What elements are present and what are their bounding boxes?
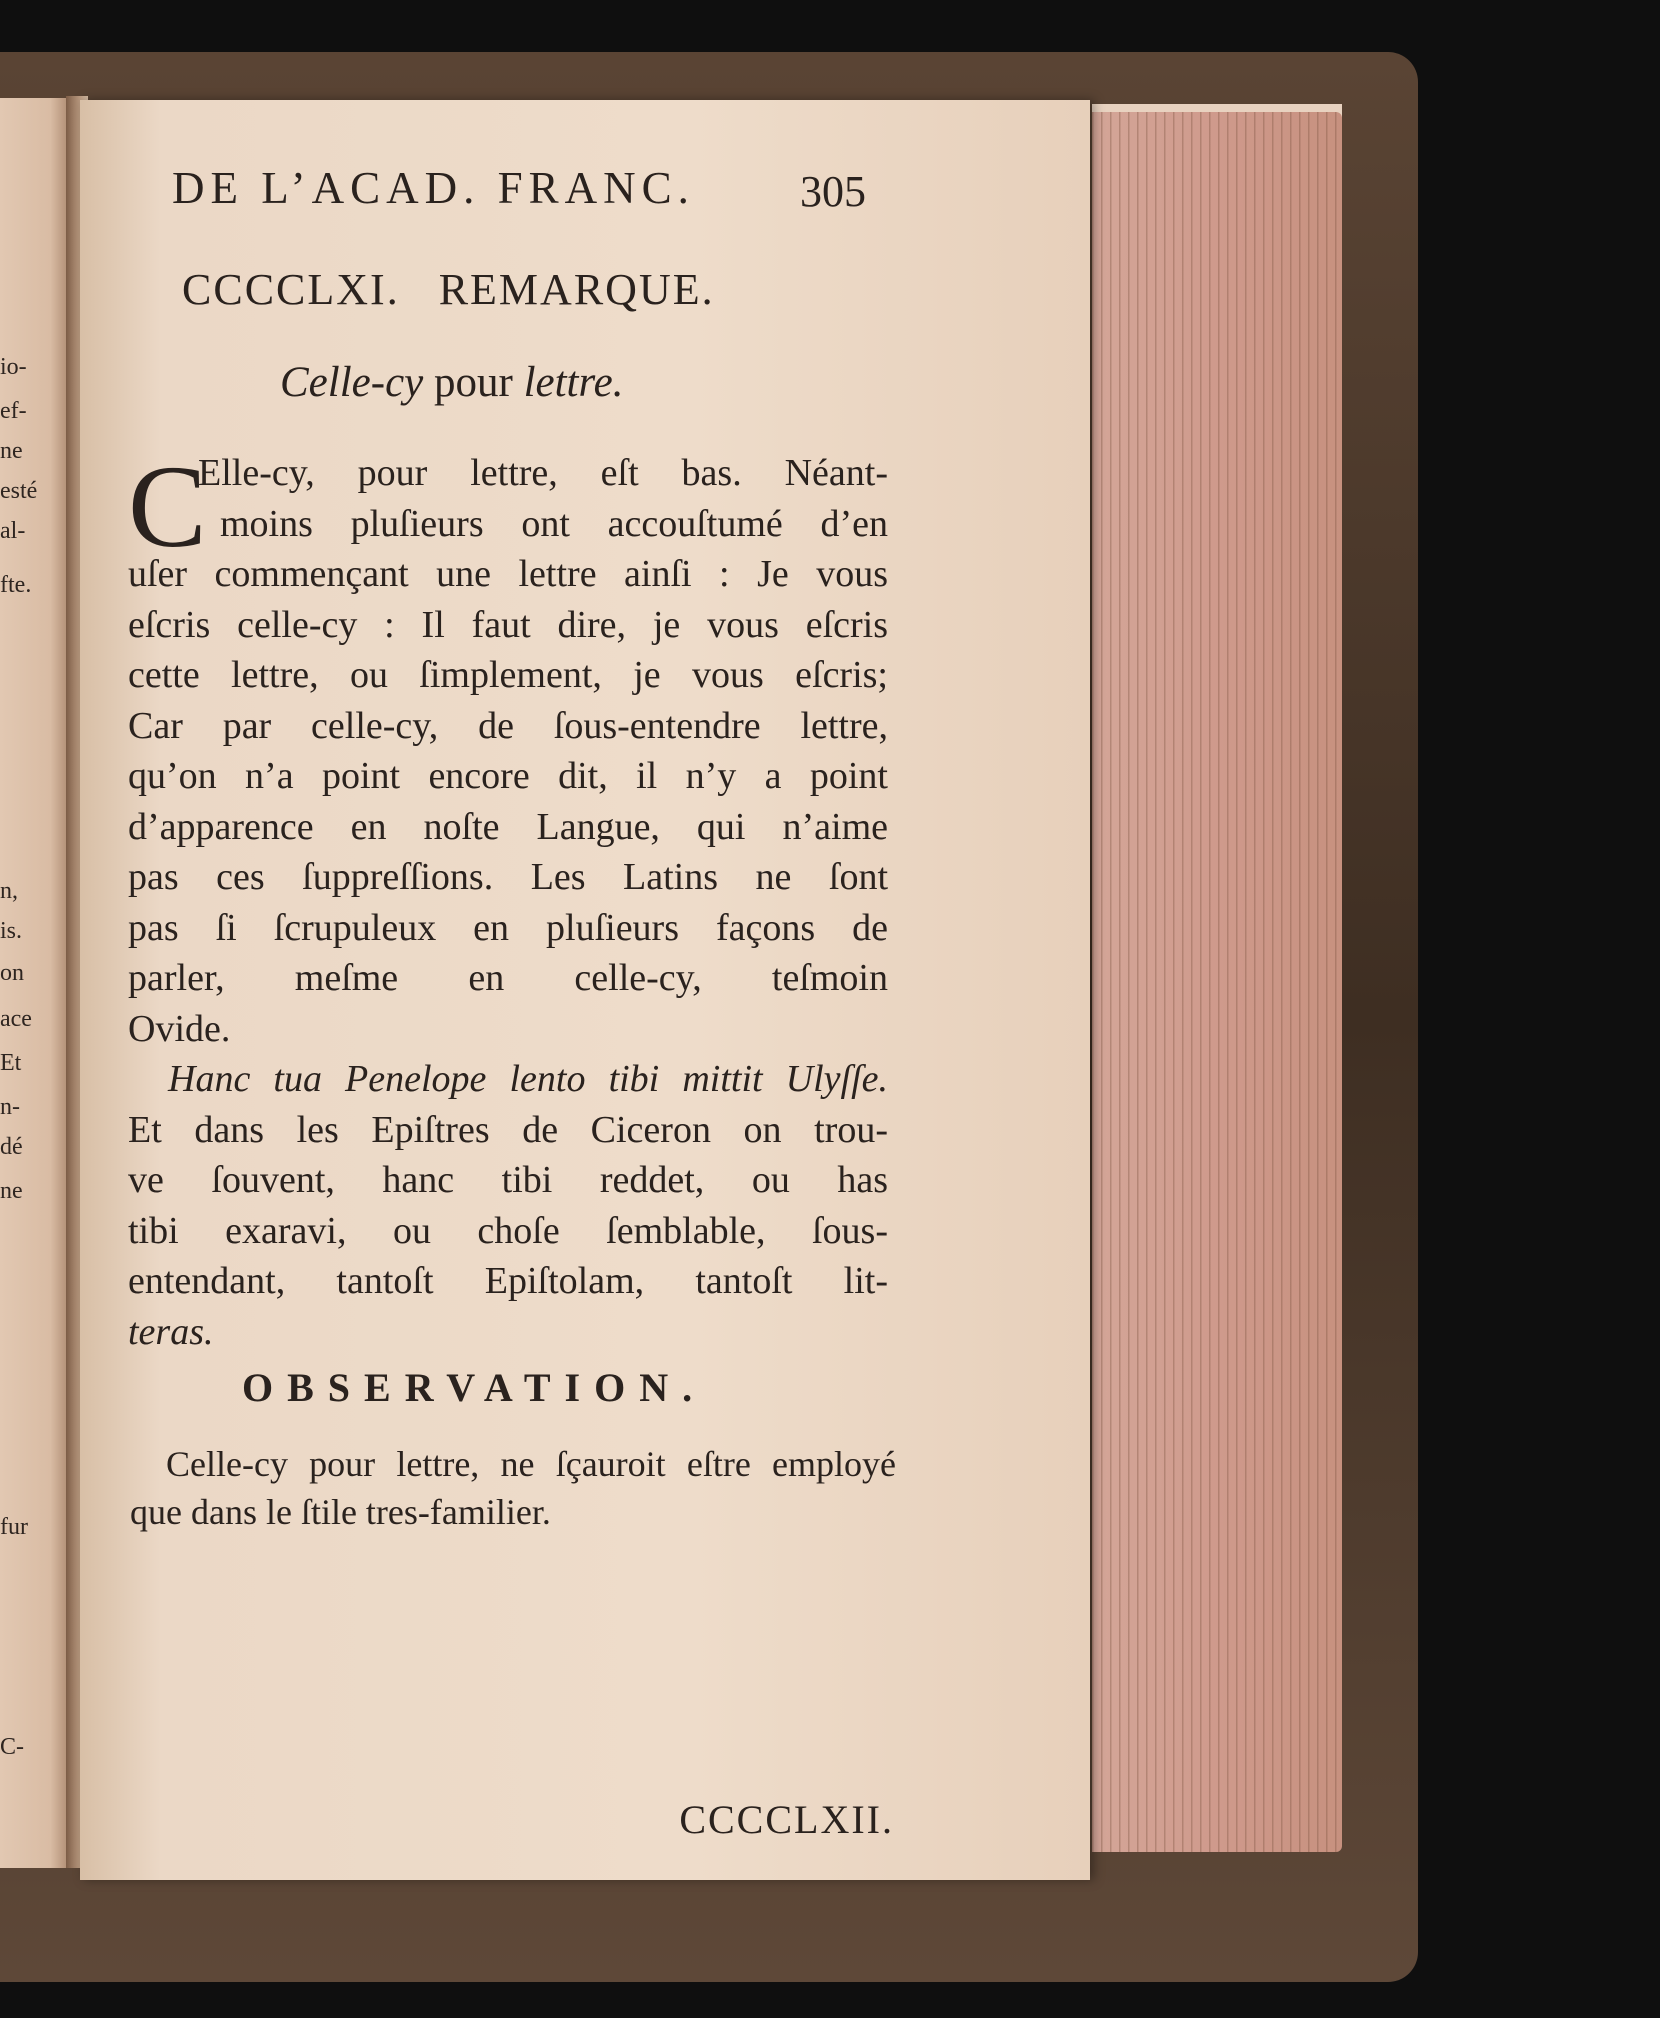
body-line: pas ces ſuppreſſions. Les Latins ne ſont — [128, 856, 888, 898]
remark-number: CCCCLXI. — [182, 265, 400, 314]
left-page-fragment: Et — [0, 1050, 22, 1076]
left-page-fragment: on — [0, 960, 24, 986]
body-line: uſer commençant une lettre ainſi : Je vous — [128, 553, 888, 595]
subtitle-plain: pour — [423, 359, 524, 406]
body-line: Elle-cy, pour lettre, eſt bas. Néant- — [198, 452, 888, 494]
body-line: d’apparence en noſte Langue, qui n’aime — [128, 805, 888, 848]
body-line: teras. — [128, 1310, 214, 1353]
left-page-fragment: esté — [0, 478, 38, 504]
observation-line: que dans le ſtile tres-familier. — [130, 1492, 551, 1532]
remark-title: REMARQUE. — [438, 265, 715, 314]
left-page-fragment: ef- — [0, 398, 27, 424]
remark-heading — [182, 264, 822, 315]
body-line: cette lettre, ou ſimplement, je vous eſcris; — [128, 654, 888, 696]
left-page-fragment: n- — [0, 1094, 20, 1120]
left-page-fragment: is. — [0, 918, 23, 944]
catchword: CCCCLXII. — [679, 1797, 894, 1842]
body-line: Ovide. — [128, 1007, 231, 1050]
body-line: Et dans les Epiſtres de Ciceron on trou- — [128, 1108, 888, 1151]
remark-subtitle — [280, 358, 800, 407]
left-page-fragment: io- — [0, 354, 27, 380]
left-page-fragment: n, — [0, 878, 18, 904]
page-edges — [1092, 112, 1342, 1852]
observation-body — [130, 1440, 896, 1536]
body-line: entendant, tantoſt Epiſtolam, tantoſt lit- — [128, 1260, 888, 1302]
body-line: qu’on n’a point encore dit, il n’y a point — [128, 755, 888, 797]
body-line: parler, meſme en celle-cy, teſmoin — [128, 957, 888, 999]
left-page-fragment: dé — [0, 1134, 23, 1160]
left-page-fragment: fur — [0, 1514, 28, 1540]
left-page — [0, 98, 72, 1868]
left-page-fragment: ne — [0, 1178, 23, 1204]
drop-cap: C — [128, 441, 207, 572]
body-line-quotation: Hanc tua Penelope lento tibi mittit Ulyſſe. — [168, 1058, 888, 1100]
remark-body — [128, 441, 888, 1357]
observation-heading: OBSERVATION. — [242, 1365, 707, 1410]
left-page-fragment: al- — [0, 518, 26, 544]
body-line: ve ſouvent, hanc tibi reddet, ou has — [128, 1159, 888, 1201]
left-page-fragment: fte. — [0, 572, 32, 598]
body-line: pas ſi ſcrupuleux en pluſieurs façons de — [128, 906, 888, 949]
body-line: tibi exaravi, ou choſe ſemblable, ſous- — [128, 1209, 888, 1252]
left-page-fragment: C- — [0, 1734, 24, 1760]
body-line: eſcris celle-cy : Il faut dire, je vous eſcris — [128, 603, 888, 646]
left-page-fragment: ace — [0, 1006, 32, 1032]
subtitle-italic-1: Celle-cy — [280, 359, 424, 406]
running-head: DE L’ACAD. FRANC. — [172, 163, 695, 213]
subtitle-italic-2: lettre. — [523, 359, 624, 406]
observation-line: Celle-cy pour lettre, ne ſçauroit eſtre employé — [166, 1444, 896, 1484]
page-number: 305 — [800, 167, 866, 216]
left-page-fragment: ne — [0, 438, 23, 464]
body-line: moins pluſieurs ont accouſtumé d’en — [220, 502, 888, 545]
body-line: Car par celle-cy, de ſous-entendre lettre, — [128, 704, 888, 747]
